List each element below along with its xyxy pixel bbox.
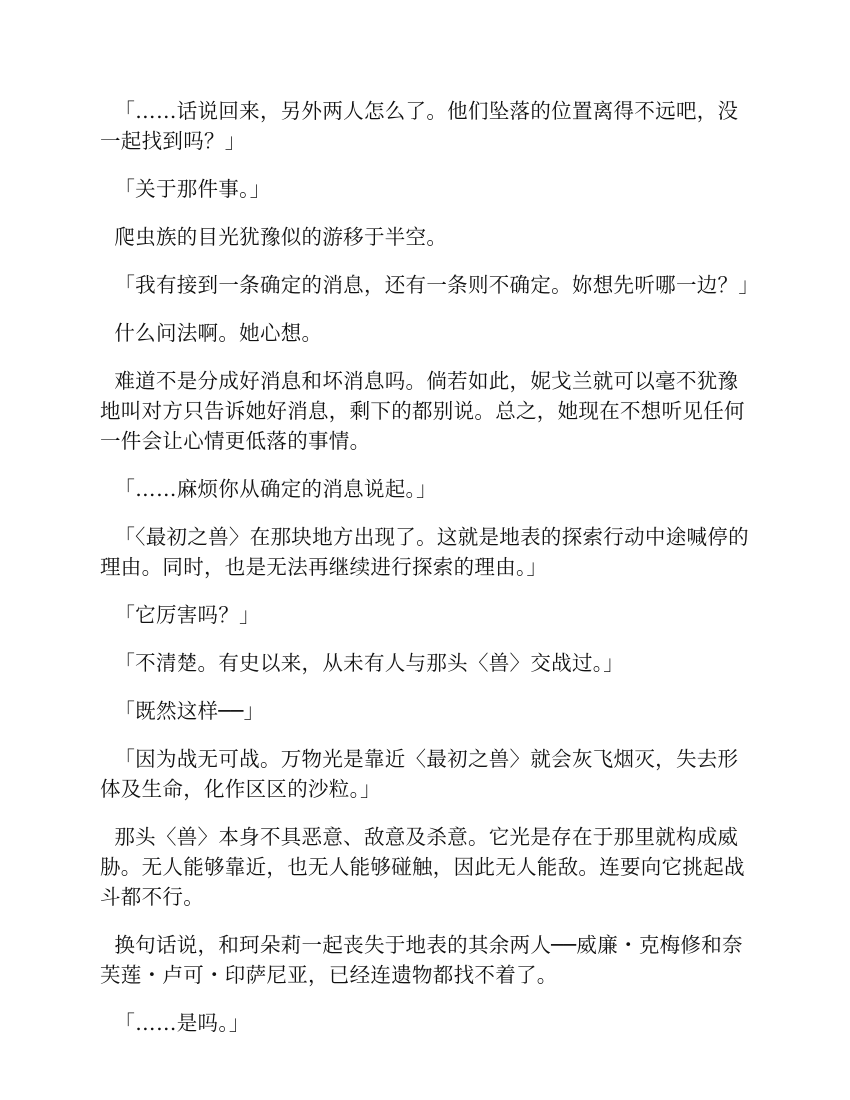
paragraph-9: 「它厉害吗？」 [114,603,260,627]
paragraph-11: 「既然这样──」 [114,699,265,723]
paragraph-8: 「〈最初之兽〉在那块地方出现了。这就是地表的探索行动中途喊停的理由。同时，也是无法再继续进行探索的理由。」 [100,525,749,579]
paragraph-12: 「因为战无可战。万物光是靠近〈最初之兽〉就会灰飞烟灭，失去形体及生命，化作区区的沙粒。」 [100,747,739,801]
paragraph-10: 「不清楚。有史以来，从未有人与那头〈兽〉交战过。」 [114,651,625,675]
document-page [100,96,760,1056]
paragraph-7: 「……麻烦你从确定的消息说起。」 [114,477,437,501]
paragraph-13: 那头〈兽〉本身不具恶意、敌意及杀意。它光是存在于那里就构成威胁。无人能够靠近，也无人能够碰触，因此无人能敌。连要向它挑起战斗都不行。 [100,825,745,909]
paragraph-1: 「……话说回来，另外两人怎么了。他们坠落的位置离得不远吧，没一起找到吗？」 [100,99,739,153]
paragraph-14: 换句话说，和珂朵莉一起丧失于地表的其余两人──威廉・克梅修和奈芙莲・卢可・印萨尼亚，已经连遗物都找不着了。 [100,933,743,987]
paragraph-6: 难道不是分成好消息和坏消息吗。倘若如此，妮戈兰就可以毫不犹豫地叫对方只告诉她好消息，剩下的都别说。总之，她现在不想听见任何一件会让心情更低落的事情。 [100,369,745,453]
paragraph-4: 「我有接到一条确定的消息，还有一条则不确定。妳想先听哪一边？」 [114,273,760,297]
paragraph-2: 「关于那件事。」 [114,177,271,201]
paragraph-5: 什么问法啊。她心想。 [114,321,323,345]
paragraph-15: 「……是吗。」 [114,1011,250,1035]
paragraph-3: 爬虫族的目光犹豫似的游移于半空。 [114,225,448,249]
